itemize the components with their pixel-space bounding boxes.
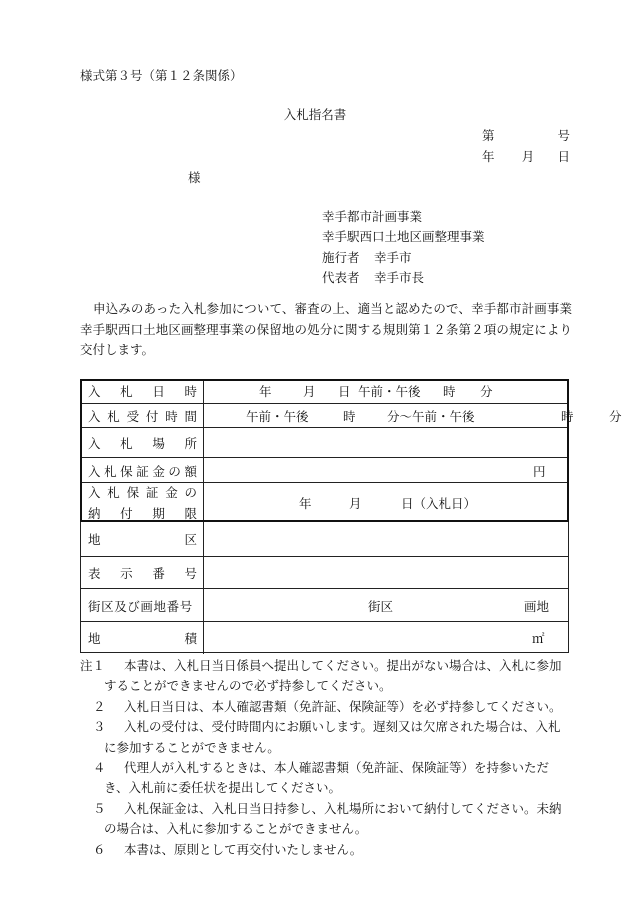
bid-month: 月	[303, 384, 316, 399]
bid-day: 日	[338, 384, 351, 399]
number-label: 第	[482, 128, 495, 143]
label-char: 付	[120, 506, 133, 521]
block-unit: 街区	[368, 598, 394, 614]
note-num: ３	[93, 719, 106, 735]
label-char: 地	[88, 631, 101, 646]
executor-name: 幸手市	[374, 250, 412, 265]
label-char: 時	[165, 409, 178, 424]
note-number	[93, 717, 106, 737]
label-char: 保	[120, 463, 133, 479]
label-char: 入	[88, 463, 101, 479]
note-item	[80, 799, 572, 840]
issuer-representative	[322, 268, 424, 286]
note-text: 本書は、原則として再交付いたしません。	[124, 841, 363, 857]
bid-year: 年	[259, 384, 272, 399]
note-number	[93, 758, 106, 778]
label-char: の	[184, 485, 197, 500]
label-char: 号	[184, 566, 197, 581]
table-frame-thin	[80, 522, 569, 653]
notes-label: 注	[80, 658, 93, 673]
label-char: 積	[184, 631, 197, 646]
note-number	[80, 656, 105, 676]
label-char: 札	[120, 436, 133, 451]
note-text: 入札保証金は、入札日当日持参し、入札場所において納付してください。未納の場合は、入札に参加することができません。	[104, 800, 562, 837]
bid-hour: 時	[443, 384, 456, 399]
reception-hour-start: 時	[343, 409, 356, 424]
label-char: 証	[136, 463, 149, 479]
note-text: 入札の受付は、受付時間内にお願いします。遅刻又は欠席された場合は、入札に参加することができません。	[104, 719, 561, 755]
note-num: ２	[93, 698, 106, 714]
issuer-district: 幸手駅西口土地区画整理事業	[322, 229, 485, 244]
label-char: 時	[184, 384, 197, 399]
label-char: 入	[88, 436, 101, 451]
label-char: 場	[152, 436, 165, 451]
reception-ampm-start: 午前・午後	[246, 409, 309, 424]
label-char: 限	[184, 506, 197, 521]
deadline-day: 日（入札日）	[401, 496, 477, 511]
note-text: 本書は、入札日当日係員へ提出してください。提出がない場合は、入札に参加することができませんので必ず持参してください。	[104, 658, 562, 694]
label-char: 額	[184, 463, 197, 479]
block-lot-label: 街区及び画地番号	[88, 598, 193, 614]
reception-minute-end: 分	[609, 409, 622, 424]
bid-info-table	[80, 379, 622, 653]
label-char: 札	[107, 485, 120, 500]
label-char: 納	[88, 506, 101, 521]
table-frame-thick	[80, 379, 569, 522]
reception-minute-start: 分〜午前・午後	[387, 409, 475, 424]
deposit-unit: 円	[533, 463, 546, 479]
representative-name: 幸手市長	[374, 270, 425, 285]
notes-section	[80, 656, 572, 860]
issue-date-row	[482, 147, 570, 165]
note-num: １	[92, 658, 106, 673]
lot-unit: 画地	[524, 598, 550, 614]
form-number: 様式第３号（第１２条関係）	[80, 68, 243, 83]
label-char: 所	[184, 436, 197, 451]
document-number-row	[482, 126, 570, 144]
body-paragraph: 申込みのあった入札参加について、審査の上、適当と認めたので、幸手都市計画事業幸手駅西口土地区画整理事業の保留地の処分に関する規則第１２条第２項の規定により交付します。	[80, 301, 572, 358]
note-item	[80, 697, 572, 717]
label-char: 示	[120, 566, 133, 581]
label-char: 入	[88, 384, 101, 399]
note-number	[93, 840, 106, 860]
note-num: ６	[93, 841, 106, 857]
note-item	[80, 840, 572, 860]
label-char: 札	[104, 463, 117, 479]
reception-hour-end: 時	[561, 409, 574, 424]
note-item	[80, 717, 572, 758]
label-char: 地	[88, 532, 101, 547]
label-char: 札	[107, 409, 120, 424]
note-num: ５	[93, 800, 106, 816]
label-char: 期	[152, 506, 165, 521]
date-month: 月	[521, 149, 535, 164]
issuer-project: 幸手都市計画事業	[322, 209, 423, 224]
area-unit: ㎡	[532, 631, 545, 646]
label-char: 区	[184, 532, 197, 547]
note-item	[80, 758, 572, 799]
label-char: 保	[126, 485, 140, 500]
label-char: 入	[88, 409, 101, 424]
document-title: 入札指名書	[283, 107, 347, 122]
label-char: 金	[152, 463, 165, 479]
date-year: 年	[482, 149, 495, 164]
note-num: ４	[93, 760, 106, 776]
label-char: 札	[120, 384, 133, 399]
label-char: 証	[145, 485, 159, 500]
label-char: 受	[126, 409, 140, 424]
label-char: 入	[88, 485, 101, 500]
note-text: 入札日当日は、本人確認書類（免許証、保険証等）を必ず持参してください。	[124, 698, 562, 714]
executor-label: 施行者	[322, 250, 360, 265]
label-char: 表	[88, 566, 101, 581]
note-number	[93, 799, 106, 819]
deadline-year: 年	[299, 496, 312, 511]
label-char: の	[168, 463, 181, 479]
label-char: 番	[152, 566, 165, 581]
issuer-executor	[322, 248, 412, 266]
label-char: 金	[165, 485, 178, 500]
date-day: 日	[557, 149, 570, 164]
bid-minute: 分	[480, 384, 493, 399]
bid-ampm: 午前・午後	[358, 384, 421, 399]
deadline-month: 月	[349, 496, 362, 511]
number-suffix: 号	[557, 128, 570, 143]
representative-label: 代表者	[322, 270, 360, 285]
note-item	[80, 656, 572, 697]
label-char: 日	[152, 384, 165, 399]
note-number	[93, 697, 106, 717]
label-char: 付	[145, 409, 159, 424]
recipient-suffix: 様	[188, 170, 201, 185]
label-char: 間	[184, 409, 197, 424]
note-text: 代理人が入札するときは、本人確認書類（免許証、保険証等）を持参いただき、入札前に委任状を提出してください。	[104, 760, 550, 796]
